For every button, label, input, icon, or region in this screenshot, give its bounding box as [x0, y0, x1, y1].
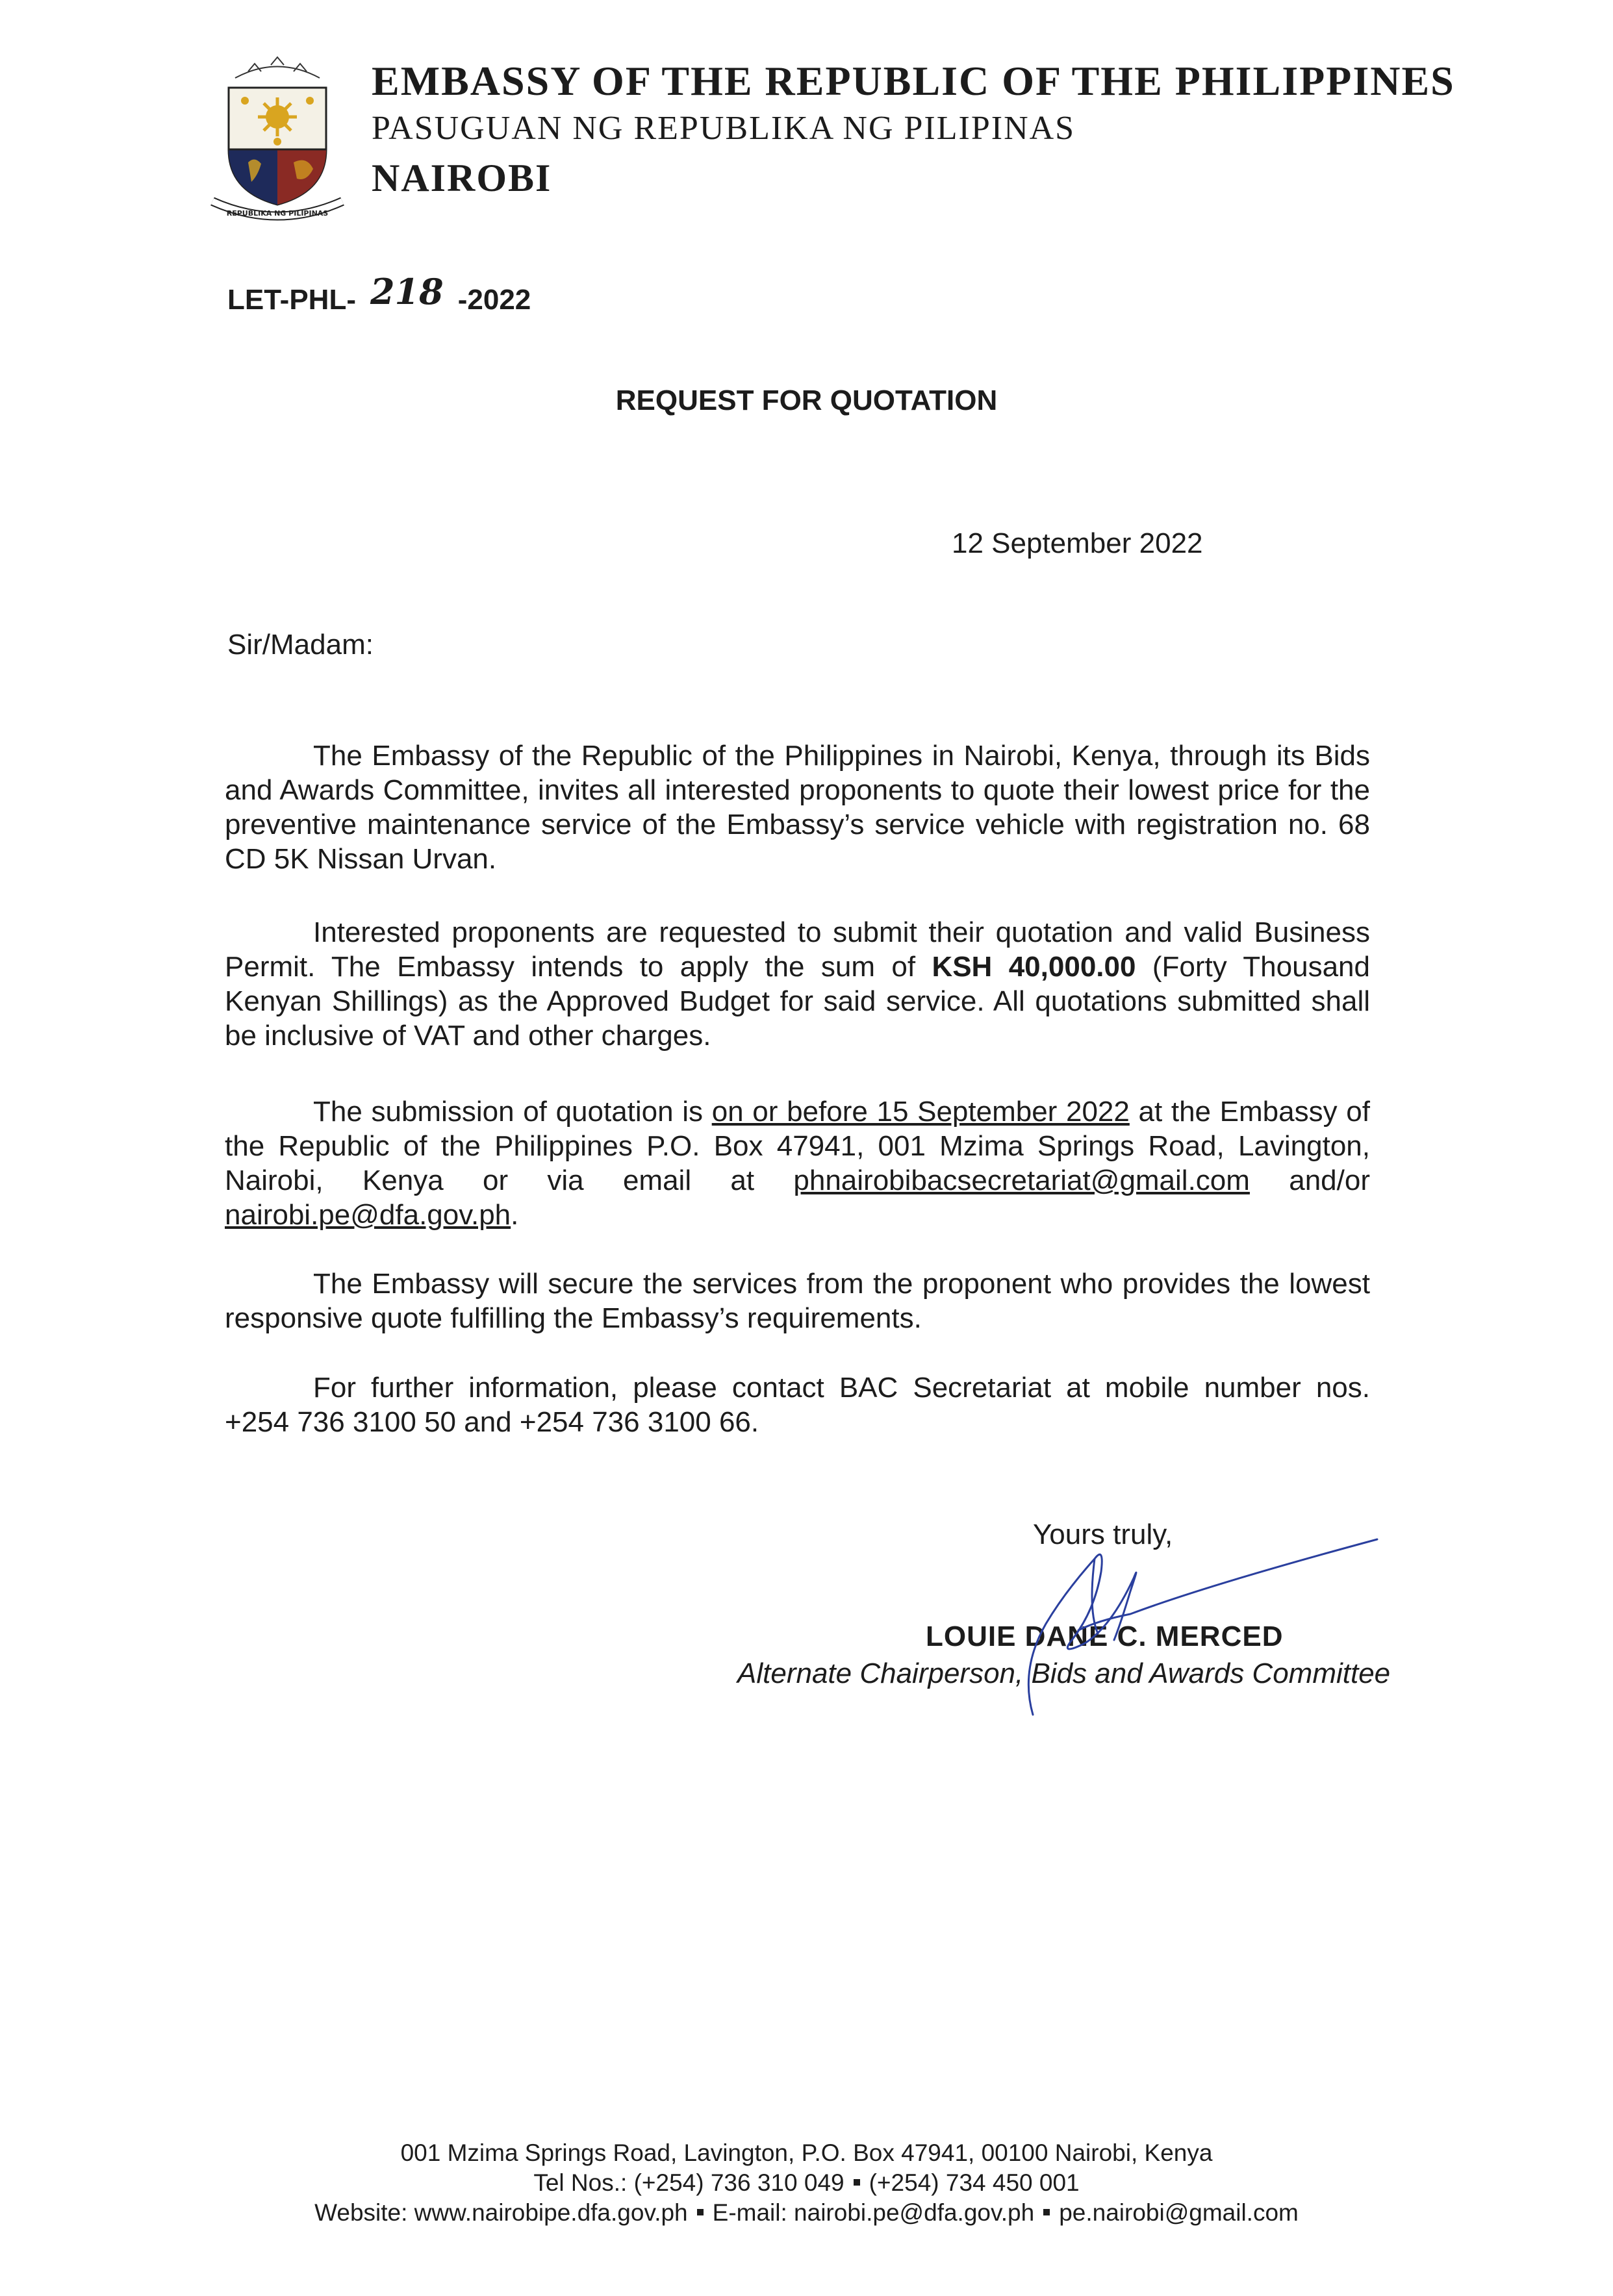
budget-text-a: Interested proponents are requested to submit their quotation and valid Business Permit. The Embassy intends to apply the sum of	[225, 916, 1370, 983]
tel-number-1: (+254) 736 310 049	[633, 2169, 845, 2196]
budget-text-b: (Forty Thousand Kenyan Shillings) as the Approved Budget for said service. All quotations submitted shall be inclusive of VAT and other charges.	[225, 951, 1371, 1052]
bullet-icon	[1043, 2209, 1050, 2215]
letterhead-embassy-name: EMBASSY OF THE REPUBLIC OF THE PHILIPPINES	[372, 58, 1455, 104]
reference-suffix: -2022	[457, 284, 531, 316]
reference-number	[227, 271, 531, 318]
paragraph-invitation: The Embassy of the Republic of the Philippines in Nairobi, Kenya, through its Bids and Awards Committee, invites all interested proponents to quote their lowest price for the preventive maintenance service of the Embassy’s service vehicle with registration no. 68 CD 5K Nissan Urvan.	[225, 740, 1370, 875]
reference-handwritten-number: 218	[370, 271, 444, 312]
submission-text-a: The submission of quotation is	[313, 1096, 712, 1128]
philippine-coat-of-arms-icon	[209, 52, 346, 221]
svg-text:REPUBLIKA NG PILIPINAS: REPUBLIKA NG PILIPINAS	[226, 209, 329, 218]
footer-telephone	[0, 2169, 1613, 2197]
submission-text-b: at the Embassy of the Republic of the Philippines P.O. Box 47941, 001 Mzima Springs Road, Lavington, Nairobi, Kenya or via email at	[225, 1096, 1370, 1196]
reference-prefix: LET-PHL-	[227, 284, 356, 316]
submission-text-c: and/or	[1249, 1165, 1370, 1196]
paragraph-contact: For further information, please contact BAC Secretariat at mobile number nos. +254 736 3100 50 and +254 736 3100 66.	[225, 1372, 1370, 1438]
footer-email-link-1[interactable]: nairobi.pe@dfa.gov.ph	[794, 2199, 1035, 2226]
bullet-icon	[697, 2209, 704, 2215]
email-label: E-mail:	[712, 2199, 794, 2226]
letter-date: 12 September 2022	[952, 527, 1203, 559]
bac-secretariat-email-link[interactable]: phnairobibacsecretariat@gmail.com	[793, 1165, 1250, 1196]
footer-email-link-2[interactable]: pe.nairobi@gmail.com	[1059, 2199, 1299, 2226]
budget-amount: KSH 40,000.00	[932, 951, 1136, 983]
website-label: Website:	[314, 2199, 414, 2226]
paragraph-award: The Embassy will secure the services from the proponent who provides the lowest responsive quote fulfilling the Embassy’s requirements.	[225, 1268, 1370, 1334]
submission-deadline: on or before 15 September 2022	[711, 1096, 1130, 1128]
document-title: REQUEST FOR QUOTATION	[615, 385, 998, 416]
tel-number-2: (+254) 734 450 001	[869, 2169, 1080, 2196]
signatory-title: Alternate Chairperson, Bids and Awards Committee	[737, 1658, 1391, 1689]
letterhead-filipino-name: PASUGUAN NG REPUBLIKA NG PILIPINAS	[372, 110, 1076, 147]
website-link[interactable]: www.nairobipe.dfa.gov.ph	[414, 2199, 688, 2226]
paragraph-submission	[225, 1094, 1370, 1232]
footer-web-email	[0, 2199, 1613, 2227]
handwritten-signature-icon	[981, 1500, 1384, 1734]
salutation: Sir/Madam:	[227, 629, 374, 661]
embassy-email-link[interactable]: nairobi.pe@dfa.gov.ph	[225, 1199, 511, 1231]
submission-text-d: .	[511, 1199, 519, 1231]
closing: Yours truly,	[1033, 1519, 1173, 1550]
paragraph-budget	[225, 915, 1370, 1053]
bullet-icon	[854, 2179, 860, 2186]
footer-address: 001 Mzima Springs Road, Lavington, P.O. Box 47941, 00100 Nairobi, Kenya	[400, 2139, 1213, 2166]
signatory-name: LOUIE DANE C. MERCED	[926, 1621, 1284, 1652]
tel-label: Tel Nos.:	[533, 2169, 634, 2196]
letterhead-city: NAIROBI	[372, 157, 552, 199]
